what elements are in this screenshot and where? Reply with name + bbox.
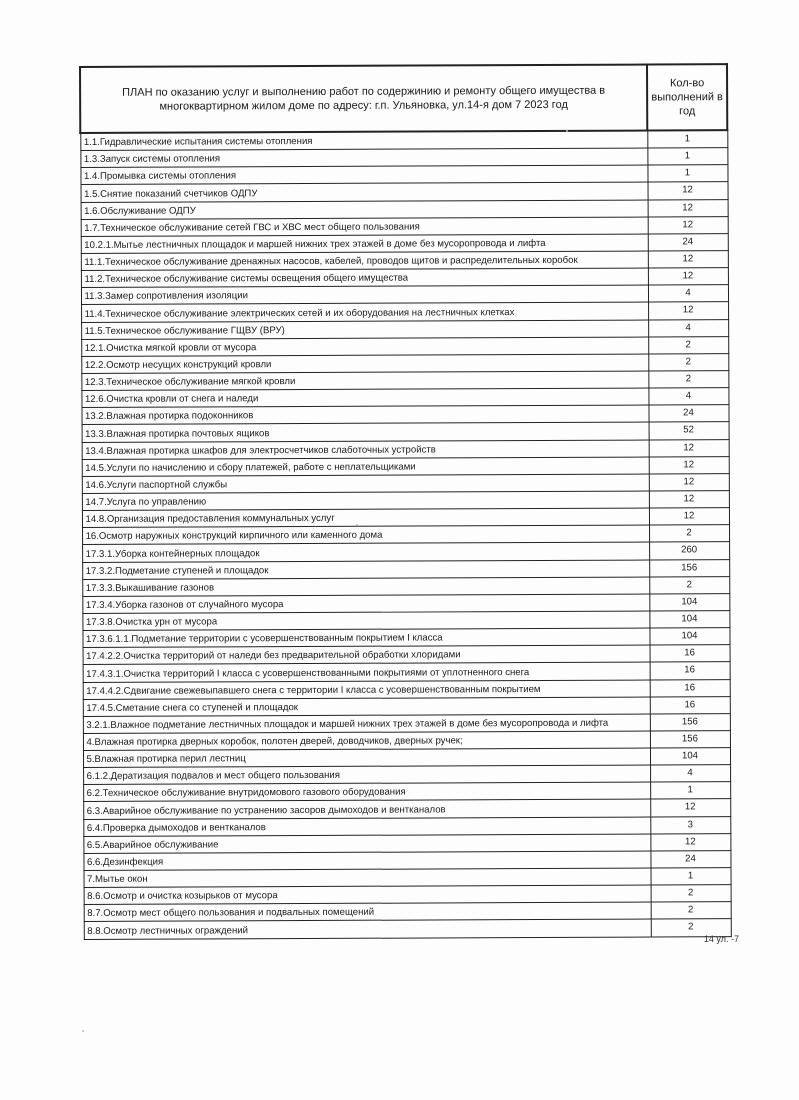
annual-count-cell: 2: [649, 576, 729, 593]
annual-count-cell: 16: [650, 662, 730, 679]
service-name-cell: 17.4.2.2.Очистка территорий от наледи без предварительной обработки хлоридами: [83, 645, 650, 665]
service-name-cell: 10.2.1.Мытье лестничных площадок и маршей нижних трех этажей в доме без мусоропровода и лифта: [81, 234, 648, 254]
service-name-cell: 6.4.Проверка дымоходов и вентканалов: [83, 817, 650, 837]
service-name-cell: 6.5.Аварийное обслуживание: [83, 834, 650, 854]
service-name-cell: 16.Осмотр наружных конструкций кирпичного или каменного дома: [82, 525, 649, 545]
service-name-cell: 17.3.6.1.1.Подметание территории с усовершенствованным покрытием I класса: [82, 628, 649, 648]
service-name-cell: 17.3.4.Уборка газонов от случайного мусора: [82, 594, 649, 614]
annual-count-cell: 156: [650, 731, 730, 748]
service-name-cell: 14.8.Организация предоставления коммунальных услуг: [82, 508, 649, 528]
annual-count-cell: 2: [648, 371, 728, 388]
annual-count-cell: 2: [651, 919, 731, 936]
annual-count-cell: 2: [651, 885, 731, 902]
annual-count-cell: 12: [648, 268, 728, 285]
scan-speck: [356, 524, 358, 526]
service-name-cell: 17.4.5.Сметание снега со ступеней и площадок: [83, 697, 650, 717]
service-name-cell: 13.4.Влажная протирка шкафов для электросчетчиков слаботочных устройств: [82, 440, 649, 460]
service-name-cell: 8.8.Осмотр лестничных ограждений: [84, 919, 651, 939]
service-name-cell: 1.4.Промывка системы отопления: [80, 165, 647, 185]
service-name-cell: 17.4.3.1.Очистка территорий I класса с усовершенствованными покрытиями от уплотненного снега: [83, 662, 650, 682]
annual-count-cell: 4: [648, 285, 728, 302]
scan-speck: [82, 1030, 84, 1032]
service-name-cell: 13.2.Влажная протирка подоконников: [81, 405, 648, 425]
annual-count-cell: 24: [648, 234, 728, 251]
service-name-cell: 6.3.Аварийное обслуживание по устранению засоров дымоходов и вентканалов: [83, 799, 650, 819]
service-name-cell: 17.3.3.Выкашивание газонов: [82, 577, 649, 597]
annual-count-cell: 12: [649, 456, 729, 473]
annual-count-cell: 12: [649, 508, 729, 525]
annual-count-cell: 52: [649, 422, 729, 439]
annual-count-cell: 12: [649, 473, 729, 490]
annual-count-cell: 260: [649, 542, 729, 559]
service-name-cell: 8.6.Осмотр и очистка козырьков от мусора: [84, 885, 651, 905]
service-name-cell: 14.7.Услуга по управлению: [82, 491, 649, 511]
service-name-cell: 6.1.2.Дератизация подвалов и мест общего пользования: [83, 765, 650, 785]
annual-count-cell: 12: [648, 216, 728, 233]
service-name-cell: 17.3.1.Уборка контейнерных площадок: [82, 542, 649, 562]
service-name-cell: 3.2.1.Влажное подметание лестничных площадок и маршей нижних трех этажей в доме без мусоропровода и лифта: [83, 714, 650, 734]
annual-count-cell: 16: [650, 696, 730, 713]
service-name-cell: 14.5.Услуги по начислению и сбору платежей, работе с неплательщиками: [82, 457, 649, 477]
annual-count-cell: 4: [648, 388, 728, 405]
plan-title: ПЛАН по оказанию услуг и выполнению работ по содержинию и ремонту общего имущества в многоквартирном жилом доме по адресу: г.п. Ульяновка, ул.14-я дом 7 2023 год: [80, 65, 647, 133]
annual-count-cell: 2: [649, 525, 729, 542]
service-name-cell: 13.3.Влажная протирка почтовых ящиков: [82, 422, 649, 442]
annual-count-cell: 16: [650, 645, 730, 662]
page-footer-note: 14 ул. -7: [703, 934, 739, 944]
annual-count-cell: 16: [650, 679, 730, 696]
annual-count-cell: 104: [649, 593, 729, 610]
table-body: [80, 130, 731, 939]
annual-count-cell: 2: [651, 902, 731, 919]
service-name-cell: 11.3.Замер сопротивления изоляции: [81, 285, 648, 305]
annual-count-cell: 1: [647, 130, 727, 148]
service-name-cell: 6.2.Техническое обслуживание внутридомового газового оборудования: [83, 782, 650, 802]
annual-count-cell: 12: [649, 439, 729, 456]
annual-count-cell: 12: [649, 491, 729, 508]
service-name-cell: 1.3.Запуск системы отопления: [80, 148, 647, 168]
service-name-cell: 14.6.Услуги паспортной службы: [82, 474, 649, 494]
service-name-cell: 7.Мытье окон: [84, 868, 651, 888]
service-name-cell: 12.1.Очистка мягкой кровли от мусора: [81, 337, 648, 357]
service-plan-table: [79, 63, 732, 939]
service-name-cell: 4.Влажная протирка дверных коробок, полотен дверей, доводчиков, дверных ручек;: [83, 731, 650, 751]
service-name-cell: 11.4.Техническое обслуживание электрических сетей и их оборудования на лестничных клетках: [81, 302, 648, 322]
annual-count-cell: 12: [650, 833, 730, 850]
service-name-cell: 12.6.Очистка кровли от снега и наледи: [81, 388, 648, 408]
annual-count-cell: 1: [651, 868, 731, 885]
annual-count-cell: 12: [648, 251, 728, 268]
annual-count-cell: 156: [650, 713, 730, 730]
annual-count-cell: 1: [647, 148, 727, 165]
service-name-cell: 1.7.Техническое обслуживание сетей ГВС и ХВС мест общего пользования: [81, 217, 648, 237]
service-name-cell: 1.1.Гидравлические испытания системы отопления: [80, 131, 647, 151]
service-name-cell: 11.2.Техническое обслуживание системы освещения общего имущества: [81, 268, 648, 288]
annual-count-cell: 2: [648, 336, 728, 353]
annual-count-cell: 24: [648, 405, 728, 422]
service-name-cell: 17.4.4.2.Сдвигание свежевыпавшего снега с территории I класса с усовершенствованным покрытием: [83, 680, 650, 700]
annual-count-cell: 2: [648, 353, 728, 370]
service-name-cell: 1.5.Снятие показаний счетчиков ОДПУ: [81, 182, 648, 202]
service-name-cell: 11.5.Техническое обслуживание ГЩВУ (ВРУ): [81, 320, 648, 340]
annual-count-cell: 104: [649, 611, 729, 628]
annual-count-cell: 3: [650, 816, 730, 833]
annual-count-cell: 4: [650, 765, 730, 782]
annual-count-cell: 104: [649, 628, 729, 645]
service-name-cell: 12.3.Техническое обслуживание мягкой кровли: [81, 371, 648, 391]
service-name-cell: 17.3.2.Подметание ступеней и площадок: [82, 560, 649, 580]
table-row: [84, 919, 731, 939]
service-name-cell: 17.3.8.Очистка урн от мусора: [82, 611, 649, 631]
service-name-cell: 6.6.Дезинфекция: [83, 851, 650, 871]
annual-count-cell: 4: [648, 319, 728, 336]
annual-count-cell: 12: [648, 182, 728, 199]
service-name-cell: 5.Влажная протирка перил лестниц: [83, 748, 650, 768]
annual-count-cell: 24: [650, 851, 730, 868]
service-name-cell: 12.2.Осмотр несущих конструкций кровли: [81, 354, 648, 374]
service-name-cell: 11.1.Техническое обслуживание дренажных насосов, кабелей, проводов щитов и распределительных коробок: [81, 251, 648, 271]
annual-count-cell: 12: [650, 799, 730, 816]
count-column-header: Кол-во выполнений в год: [647, 64, 727, 130]
annual-count-cell: 156: [649, 559, 729, 576]
service-name-cell: 8.7.Осмотр мест общего пользования и подвальных помещений: [84, 902, 651, 922]
table-header-row: [80, 64, 727, 133]
annual-count-cell: 104: [650, 748, 730, 765]
service-name-cell: 1.6.Обслуживание ОДПУ: [81, 200, 648, 220]
annual-count-cell: 12: [648, 199, 728, 216]
annual-count-cell: 1: [650, 782, 730, 799]
annual-count-cell: 12: [648, 302, 728, 319]
scan-speck: [566, 130, 568, 132]
annual-count-cell: 1: [647, 165, 727, 182]
